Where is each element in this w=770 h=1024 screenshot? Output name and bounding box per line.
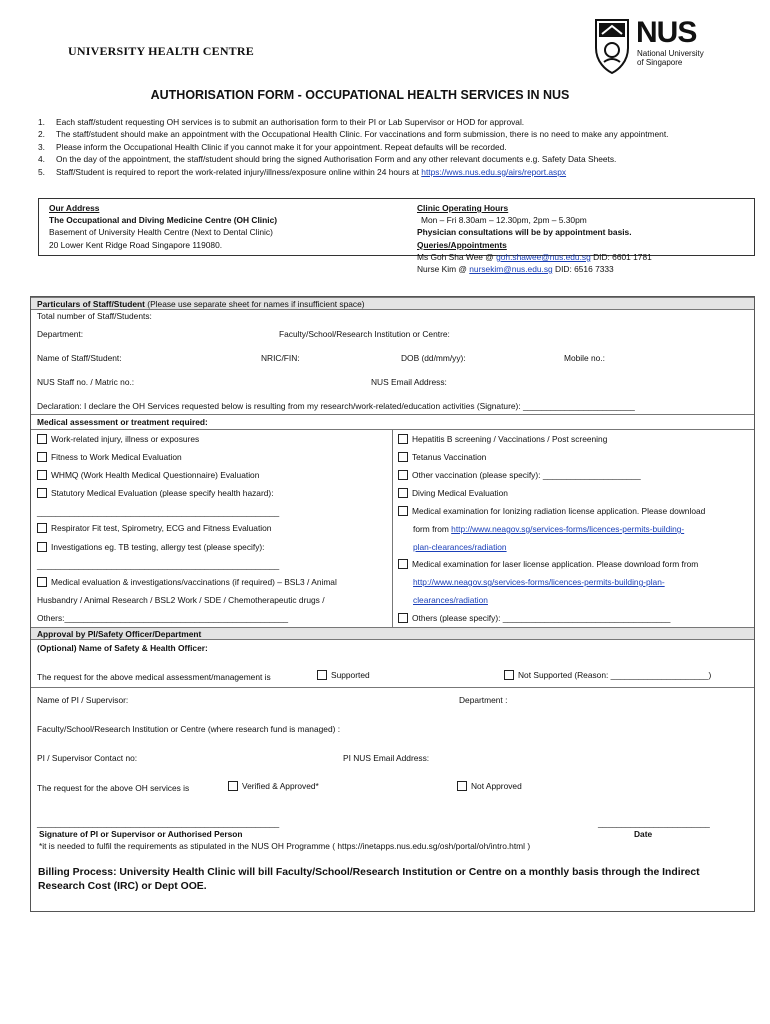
particulars-note: (Please use separate sheet for names if insufficient space) bbox=[144, 299, 365, 309]
checkbox[interactable] bbox=[398, 470, 408, 480]
statutory-blank[interactable]: ____________________________________________________ bbox=[37, 507, 280, 517]
option-supported[interactable] bbox=[317, 670, 370, 681]
nus-logo bbox=[594, 18, 714, 76]
instruction-item bbox=[38, 153, 718, 165]
hours-heading: Clinic Operating Hours bbox=[417, 203, 509, 213]
others-right-blank[interactable]: ____________________________________ bbox=[502, 613, 671, 623]
approval-header: Approval by PI/Safety Officer/Department bbox=[31, 627, 754, 640]
checkbox[interactable] bbox=[37, 542, 47, 552]
laser-link-line-2 bbox=[413, 595, 488, 606]
option-ionizing[interactable] bbox=[398, 506, 705, 517]
instruction-number: 1. bbox=[38, 117, 45, 127]
centre-name: UNIVERSITY HEALTH CENTRE bbox=[68, 44, 254, 58]
form-title: AUTHORISATION FORM - OCCUPATIONAL HEALTH SERVICES IN NUS bbox=[150, 88, 570, 102]
ionizing-link-line bbox=[413, 524, 684, 535]
nric-field[interactable]: NRIC/FIN: bbox=[261, 353, 300, 363]
date-line[interactable]: ________________________ bbox=[598, 818, 710, 828]
reason-close: ) bbox=[708, 670, 712, 680]
option-label: Tetanus Vaccination bbox=[412, 452, 487, 462]
pi-name-field[interactable]: Name of PI / Supervisor: bbox=[37, 695, 129, 705]
option-tetanus[interactable] bbox=[398, 452, 486, 463]
divider bbox=[31, 687, 754, 688]
option-label: Work-related injury, illness or exposures bbox=[51, 434, 200, 444]
ionizing-prefix: form from bbox=[413, 524, 452, 534]
instruction-text: Each staff/student requesting OH services is to submit an authorisation form to their PI or Lab Supervisor or HOD for approval. bbox=[56, 117, 525, 127]
checkbox[interactable] bbox=[398, 613, 408, 623]
option-not-approved[interactable] bbox=[457, 781, 522, 792]
ionizing-link-continued[interactable]: plan-clearances/radiation bbox=[413, 542, 507, 552]
checkbox[interactable] bbox=[37, 577, 47, 587]
option-others-left[interactable] bbox=[37, 613, 288, 624]
particulars-header bbox=[31, 297, 754, 310]
declaration-signature-blank[interactable]: ________________________ bbox=[522, 401, 635, 411]
checkbox[interactable] bbox=[37, 434, 47, 444]
option-label: Fitness to Work Medical Evaluation bbox=[51, 452, 182, 462]
nus-wordmark: NUS bbox=[636, 16, 697, 49]
clinic-info-box bbox=[38, 198, 755, 275]
instruction-number: 3. bbox=[38, 141, 45, 152]
address-heading: Our Address bbox=[49, 203, 100, 213]
option-label: Verified & Approved* bbox=[242, 781, 319, 791]
ionizing-link-line-2 bbox=[413, 542, 507, 553]
oh-request-text: The request for the above OH services is bbox=[37, 783, 190, 793]
checkbox[interactable] bbox=[317, 670, 327, 680]
queries-heading: Queries/Appointments bbox=[417, 239, 507, 250]
option-label: Medical evaluation & investigations/vaccinations (if required) – BSL3 / Animal bbox=[51, 577, 337, 587]
contact-2-email-link[interactable]: nursekim@nus.edu.sg bbox=[469, 264, 553, 275]
nus-subtitle-line-2: of Singapore bbox=[637, 58, 683, 68]
signature-label: Signature of PI or Supervisor or Authorised Person bbox=[39, 829, 243, 839]
option-respirator[interactable] bbox=[37, 523, 271, 534]
address-line-2: 20 Lower Kent Ridge Road Singapore 119080. bbox=[49, 239, 223, 250]
option-verified[interactable] bbox=[228, 781, 319, 792]
checkbox[interactable] bbox=[398, 506, 408, 516]
checkbox[interactable] bbox=[457, 781, 467, 791]
option-hepatitis[interactable] bbox=[398, 434, 607, 445]
option-laser[interactable] bbox=[398, 559, 698, 570]
contact-1-name: Ms Goh Sha Wee @ bbox=[417, 251, 497, 262]
billing-process: Billing Process: University Health Clinic will bill Faculty/School/Research Institution or Centre on a monthly basis through the Indirect Research Cost (IRC) or Dept OOE. bbox=[38, 867, 700, 892]
laser-link-line bbox=[413, 577, 665, 588]
others-blank[interactable]: ________________________________________________ bbox=[64, 613, 289, 623]
checkbox[interactable] bbox=[398, 488, 408, 498]
option-label: Supported bbox=[331, 670, 370, 680]
contact-2-name: Nurse Kim @ bbox=[417, 264, 470, 275]
instruction-item bbox=[38, 116, 718, 128]
signature-line[interactable]: ____________________________________________________ bbox=[37, 818, 280, 828]
pi-email-field[interactable]: PI NUS Email Address: bbox=[343, 753, 430, 763]
option-injury[interactable] bbox=[37, 434, 199, 445]
instruction-item bbox=[38, 141, 718, 153]
option-label: Medical examination for Ionizing radiation license application. Please download bbox=[412, 506, 706, 516]
instruction-number: 4. bbox=[38, 154, 45, 165]
declaration[interactable] bbox=[37, 401, 635, 412]
option-label: Not Approved bbox=[471, 781, 522, 791]
checkbox[interactable] bbox=[398, 434, 408, 444]
nus-subtitle-line-1: National University bbox=[637, 49, 704, 58]
option-label: Investigations eg. TB testing, allergy test (please specify): bbox=[51, 542, 265, 552]
clinic-hours bbox=[417, 202, 652, 275]
checkbox[interactable] bbox=[228, 781, 238, 791]
contact-1-did: DID: 6601 1781 bbox=[590, 251, 652, 262]
other-vaccination-blank[interactable]: _____________________ bbox=[542, 470, 641, 480]
instruction-text: The staff/student should make an appointment with the Occupational Health Clinic. For vaccinations and form submission, there is no need to make any appointment. bbox=[56, 129, 669, 140]
option-label: Not Supported (Reason: bbox=[518, 670, 611, 680]
option-label: Medical examination for laser license application. Please download form from bbox=[412, 559, 699, 569]
option-investigations[interactable] bbox=[37, 542, 265, 553]
option-label: Other vaccination (please specify): bbox=[412, 470, 543, 480]
option-label: Respirator Fit test, Spirometry, ECG and Fitness Evaluation bbox=[51, 523, 272, 533]
option-other-vaccination[interactable] bbox=[398, 470, 641, 481]
option-label: Hepatitis B screening / Vaccinations / Post screening bbox=[412, 434, 608, 444]
staff-name-field[interactable]: Name of Staff/Student: bbox=[37, 353, 122, 363]
laser-link[interactable]: http://www.neagov.sg/services-forms/licences-permits-building-plan- bbox=[413, 577, 665, 587]
nus-subtitle bbox=[637, 49, 704, 67]
hours-times: Mon – Fri 8.30am – 12.30pm, 2pm – 5.30pm bbox=[421, 215, 587, 226]
total-staff-label[interactable]: Total number of Staff/Students: bbox=[37, 311, 152, 321]
footnote: *it is needed to fulfil the requirements as stipulated in the NUS OH Programme ( https://inetapps.nus.edu.sg/osh/portal/oh/intro.html ) bbox=[39, 841, 531, 851]
contact-2 bbox=[417, 263, 652, 275]
option-medical-evaluation[interactable] bbox=[37, 577, 337, 588]
airs-report-link[interactable]: https://wws.nus.edu.sg/airs/report.aspx bbox=[421, 166, 567, 177]
clinic-address bbox=[49, 202, 277, 251]
dob-field[interactable]: DOB (dd/mm/yy): bbox=[401, 353, 466, 363]
medical-evaluation-line-2: Husbandry / Animal Research / BSL2 Work / SDE / Chemotherapeutic drugs / bbox=[37, 595, 325, 605]
pi-contact-field[interactable]: PI / Supervisor Contact no: bbox=[37, 753, 138, 763]
department-field[interactable]: Department: bbox=[37, 329, 84, 339]
instruction-text: Please inform the Occupational Health Clinic if you cannot make it for your appointment. Repeat defaults will be recorded. bbox=[56, 141, 507, 152]
option-label: Others (please specify): bbox=[412, 613, 503, 623]
instruction-number: 2. bbox=[38, 129, 45, 140]
option-label: Diving Medical Evaluation bbox=[412, 488, 508, 498]
clinic-name: The Occupational and Diving Medicine Centre (OH Clinic) bbox=[49, 215, 278, 226]
contact-1-email-link[interactable]: goh.shawee@nus.edu.sg bbox=[496, 251, 591, 262]
hours-note: Physician consultations will be by appointment basis. bbox=[417, 227, 632, 238]
instruction-item bbox=[38, 166, 718, 178]
option-label: WHMQ (Work Health Medical Questionnaire) Evaluation bbox=[51, 470, 260, 480]
checkbox[interactable] bbox=[398, 559, 408, 569]
date-label: Date bbox=[634, 829, 653, 839]
option-label: Statutory Medical Evaluation (please specify health hazard): bbox=[51, 488, 274, 498]
instruction-text: Staff/Student is required to report the work-related injury/illness/exposure online within 24 hours at bbox=[56, 166, 422, 177]
nus-crest-icon bbox=[594, 18, 630, 74]
option-not-supported[interactable] bbox=[504, 670, 711, 681]
safety-officer-label[interactable]: (Optional) Name of Safety & Health Officer: bbox=[37, 643, 208, 653]
divider bbox=[31, 414, 754, 415]
pi-department-field[interactable]: Department : bbox=[459, 695, 508, 705]
declaration-text: Declaration: I declare the OH Services requested below is resulting from my research/work-related/education activities (Signature): bbox=[37, 401, 523, 411]
staff-number-field[interactable]: NUS Staff no. / Matric no.: bbox=[37, 377, 135, 387]
investigations-blank[interactable]: ____________________________________________________ bbox=[37, 560, 280, 570]
checkbox[interactable] bbox=[37, 470, 47, 480]
mobile-field[interactable]: Mobile no.: bbox=[564, 353, 605, 363]
option-fitness[interactable] bbox=[37, 452, 182, 463]
medical-heading: Medical assessment or treatment required: bbox=[37, 417, 208, 427]
contact-1 bbox=[417, 251, 652, 263]
reason-blank[interactable]: _____________________ bbox=[610, 670, 709, 680]
laser-link-continued[interactable]: clearances/radiation bbox=[413, 595, 488, 605]
checkbox[interactable] bbox=[504, 670, 514, 680]
column-divider bbox=[392, 429, 393, 627]
option-label: Others: bbox=[37, 613, 65, 623]
particulars-title: Particulars of Staff/Student bbox=[37, 299, 145, 309]
option-whmq[interactable] bbox=[37, 470, 259, 481]
checkbox[interactable] bbox=[37, 488, 47, 498]
email-field[interactable]: NUS Email Address: bbox=[371, 377, 447, 387]
pi-faculty-field[interactable]: Faculty/School/Research Institution or Centre (where research fund is managed) : bbox=[37, 724, 341, 734]
option-diving[interactable] bbox=[398, 488, 508, 499]
instruction-item bbox=[38, 128, 718, 140]
contact-2-did: DID: 6516 7333 bbox=[552, 264, 614, 275]
address-line-1: Basement of University Health Centre (Next to Dental Clinic) bbox=[49, 227, 273, 238]
option-statutory[interactable] bbox=[37, 488, 274, 499]
instructions-list bbox=[38, 116, 718, 178]
checkbox[interactable] bbox=[398, 452, 408, 462]
checkbox[interactable] bbox=[37, 452, 47, 462]
instruction-number: 5. bbox=[38, 166, 45, 177]
ionizing-link[interactable]: http://www.neagov.sg/services-forms/licences-permits-building- bbox=[451, 524, 685, 534]
faculty-field[interactable]: Faculty/School/Research Institution or Centre: bbox=[279, 329, 450, 339]
option-others-right[interactable] bbox=[398, 613, 670, 624]
instruction-text: On the day of the appointment, the staff/student should bring the signed Authorisation Form and any other relevant documents e.g. Safety Data Sheets. bbox=[56, 154, 617, 165]
assessment-request-text: The request for the above medical assessment/management is bbox=[37, 672, 271, 682]
main-form bbox=[30, 296, 755, 912]
checkbox[interactable] bbox=[37, 523, 47, 533]
